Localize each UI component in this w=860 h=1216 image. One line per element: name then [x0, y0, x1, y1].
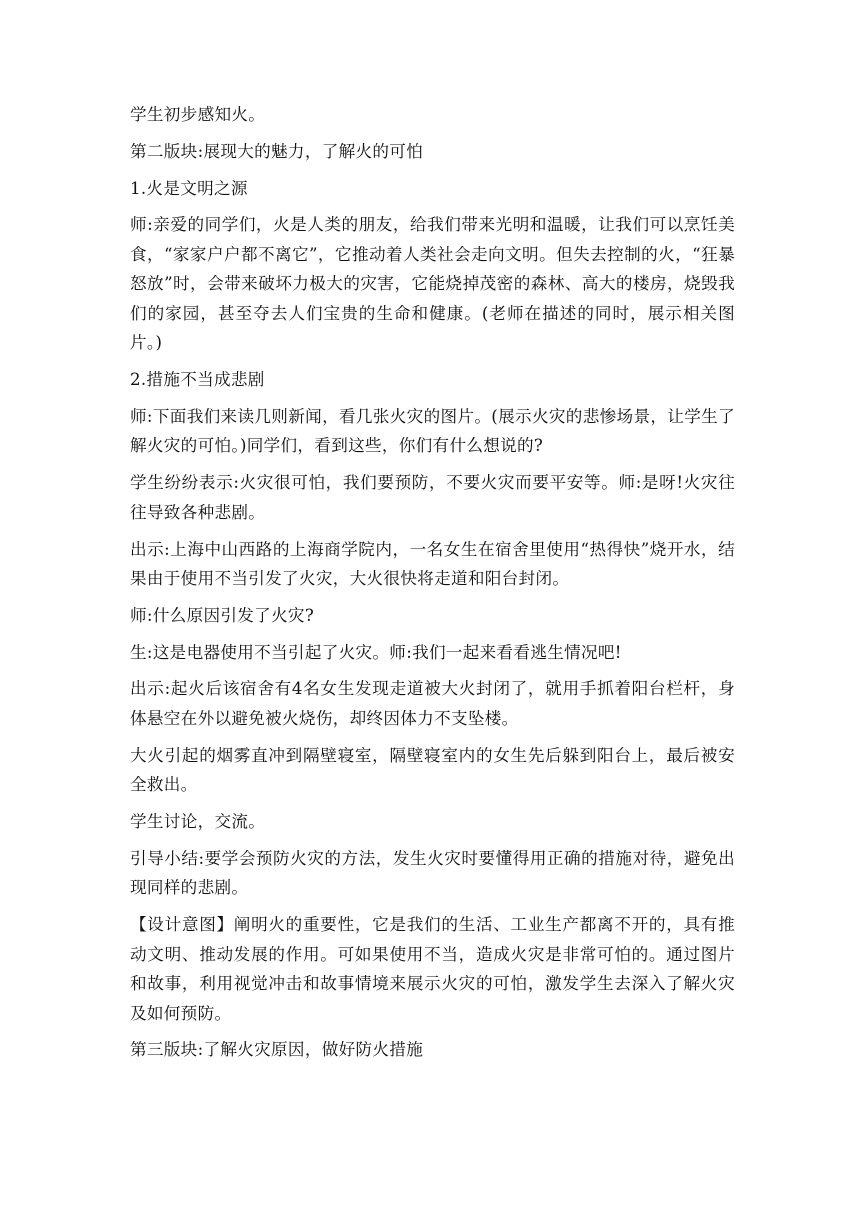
paragraph-show-escape: 出示:起火后该宿舍有4名女生发现走道被大火封闭了，就用手抓着阳台栏杆，身体悬空在外以避免被火烧伤，却终因体力不支坠楼。 — [130, 679, 735, 728]
paragraph-teacher-intro: 师:亲爱的同学们，火是人类的朋友，给我们带来光明和温暖，让我们可以烹饪美食，“家家户户都不离它”，它推动着人类社会走向文明。但失去控制的火，“狂暴怒放”时，会带来破坏力极大的灾害，它能烧掉茂密的森林、高大的楼房，烧毁我们的家园，甚至夺去人们宝贵的生命和健康。(老师在描述的同时，展示相关图片。) — [130, 215, 735, 353]
document-page — [130, 100, 735, 1072]
paragraph-teacher-news: 师:下面我们来读几则新闻，看几张火灾的图片。(展示火灾的悲惨场景，让学生了解火灾的可怕。)同学们，看到这些，你们有什么想说的? — [130, 406, 735, 456]
paragraph-teacher-question: 师:什么原因引发了火灾? — [130, 605, 315, 625]
subheading-improper-measures: 2.措施不当成悲剧 — [130, 370, 265, 390]
paragraph-design-intent: 【设计意图】阐明火的重要性，它是我们的生活、工业生产都离不开的，具有推动文明、推动发展的作用。可如果使用不当，造成火灾是非常可怕的。通过图片和故事，利用视觉冲击和故事情境来展示火灾的可怕，激发学生去深入了解火灾及如何预防。 — [130, 915, 735, 1023]
section-heading-3: 第三版块:了解火灾原因，做好防火措施 — [130, 1040, 424, 1060]
paragraph-student-response: 学生纷纷表示:火灾很可怕，我们要预防，不要火灾而要平安等。师:是呀!火灾往往导致各种悲剧。 — [130, 473, 735, 522]
paragraph-smoke: 大火引起的烟雾直冲到隔壁寝室，隔壁寝室内的女生先后躲到阳台上，最后被安全救出。 — [130, 745, 735, 795]
paragraph-discussion: 学生讨论，交流。 — [130, 812, 266, 832]
section-heading-2: 第二版块:展现大的魅力，了解火的可怕 — [130, 141, 424, 161]
paragraph-intro: 学生初步感知火。 — [130, 105, 266, 124]
paragraph-show-case: 出示:上海中山西路的上海商学院内，一名女生在宿舍里使用“热得快”烧开水，结果由于使用不当引发了火灾，大火很快将走道和阳台封闭。 — [130, 539, 735, 589]
paragraph-student-answer: 生:这是电器使用不当引起了火灾。师:我们一起来看看逃生情况吧! — [130, 642, 622, 662]
subheading-fire-civilization: 1.火是文明之源 — [130, 178, 248, 198]
paragraph-summary: 引导小结:要学会预防火灾的方法，发生火灾时要懂得用正确的措施对待，避免出现同样的悲剧。 — [130, 848, 735, 898]
